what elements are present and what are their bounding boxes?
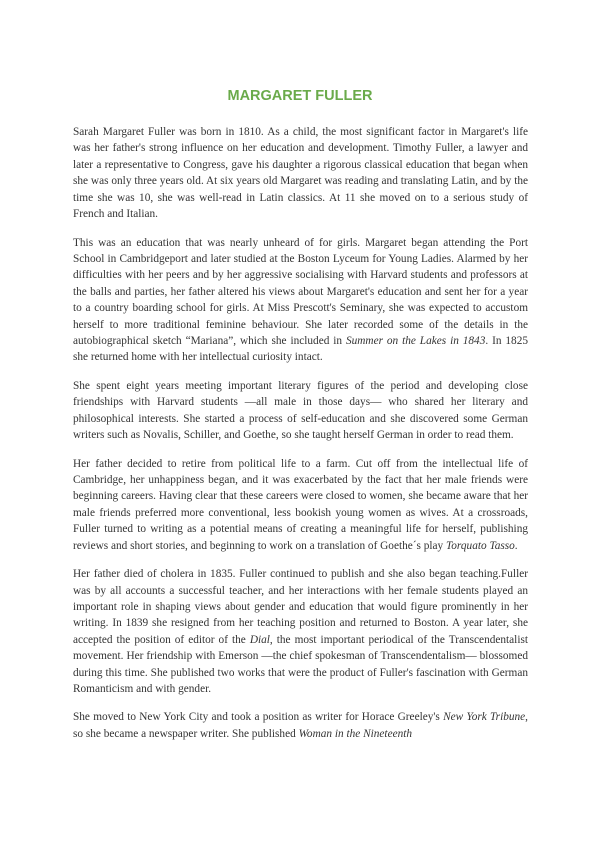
document-body bbox=[73, 124, 528, 754]
body-paragraph bbox=[73, 566, 528, 697]
italic-title-text: Dial bbox=[249, 633, 270, 646]
body-paragraph bbox=[73, 709, 528, 742]
italic-title-text: Torquato Tasso bbox=[446, 539, 515, 552]
body-paragraph bbox=[73, 456, 528, 554]
paragraph-text: She spent eight years meeting important literary figures of the period and developing close friendships with Harvard students —all male in those days— who shared her literary and philosophical interests. She started a process of self-education and she discovered some German writers such as Novalis, Schiller, and Goethe, so she taught herself German in order to read them. bbox=[73, 379, 528, 442]
body-paragraph bbox=[73, 378, 528, 444]
paragraph-text: This was an education that was nearly unheard of for girls. Margaret began attending the Port School in Cambridgeport and later studied at the Boston Lyceum for Young Ladies. Alarmed by her difficulties with her peers and by her aggressive socialising with Harvard students and professors at the balls and parties, her father altered his views about Margaret's education and sent her for a year to a country boarding school for girls. At Miss Prescott's Seminary, she was expected to accustom herself to more traditional feminine behaviour. She later recorded some of the details in the autobiographical sketch “Mariana”, which she included in bbox=[73, 236, 528, 347]
italic-title-text: Woman in the Nineteenth bbox=[298, 727, 413, 740]
italic-title-text: New York Tribune bbox=[443, 711, 526, 724]
body-paragraph bbox=[73, 124, 528, 222]
page-title: MARGARET FULLER bbox=[227, 88, 373, 104]
paragraph-text: She moved to New York City and took a position as writer for Horace Greeley's bbox=[73, 711, 444, 724]
paragraph-text: . bbox=[514, 539, 518, 552]
paragraph-text: Her father died of cholera in 1835. Fuller continued to publish and she also began teaching.Fuller was by all accounts a successful teacher, and her interactions with her female students played an important role in shaping views about gender and education that would figure prominently in her writing. In 1839 she resigned from her teaching position and returned to Boston. A year later, she accepted the position of editor of the bbox=[73, 568, 528, 646]
italic-title-text: Summer on the Lakes in 1843 bbox=[345, 334, 486, 347]
paragraph-text: , so she became a newspaper writer. She published bbox=[73, 711, 528, 740]
paragraph-text: Her father decided to retire from political life to a farm. Cut off from the intellectual life of Cambridge, her unhappiness began, and it was exacerbated by the fact that her male friends were beginning careers. Having clear that these careers were closed to women, she became aware that her male friends preferred more conventional, less bookish young women as wives. At a crossroads, Fuller turned to writing as a potential means of creating a meaningful life for herself, publishing reviews and short stories, and beginning to work on a translation of Goethe´s play bbox=[73, 457, 528, 552]
paragraph-text: . In 1825 she returned home with her intellectual curiosity intact. bbox=[73, 334, 528, 364]
paragraph-text: , the most important periodical of the Transcendentalist movement. Her friendship with Emerson —the chief spokesman of Transcendentalism— blossomed during this time. She published two works that were the product of Fuller's fascination with German Romanticism and with gender. bbox=[73, 633, 528, 695]
body-paragraph bbox=[73, 235, 528, 366]
paragraph-text: Sarah Margaret Fuller was born in 1810. As a child, the most significant factor in Margaret's life was her father's strong influence on her education and development. Timothy Fuller, a lawyer and later a representative to Congress, gave his daughter a rigorous classical education that began when she was only three years old. At six years old Margaret was reading and translating Latin, and by the time she was 10, she was well-read in Latin classics. At 11 she moved on to a serious study of French and Italian. bbox=[73, 126, 528, 221]
